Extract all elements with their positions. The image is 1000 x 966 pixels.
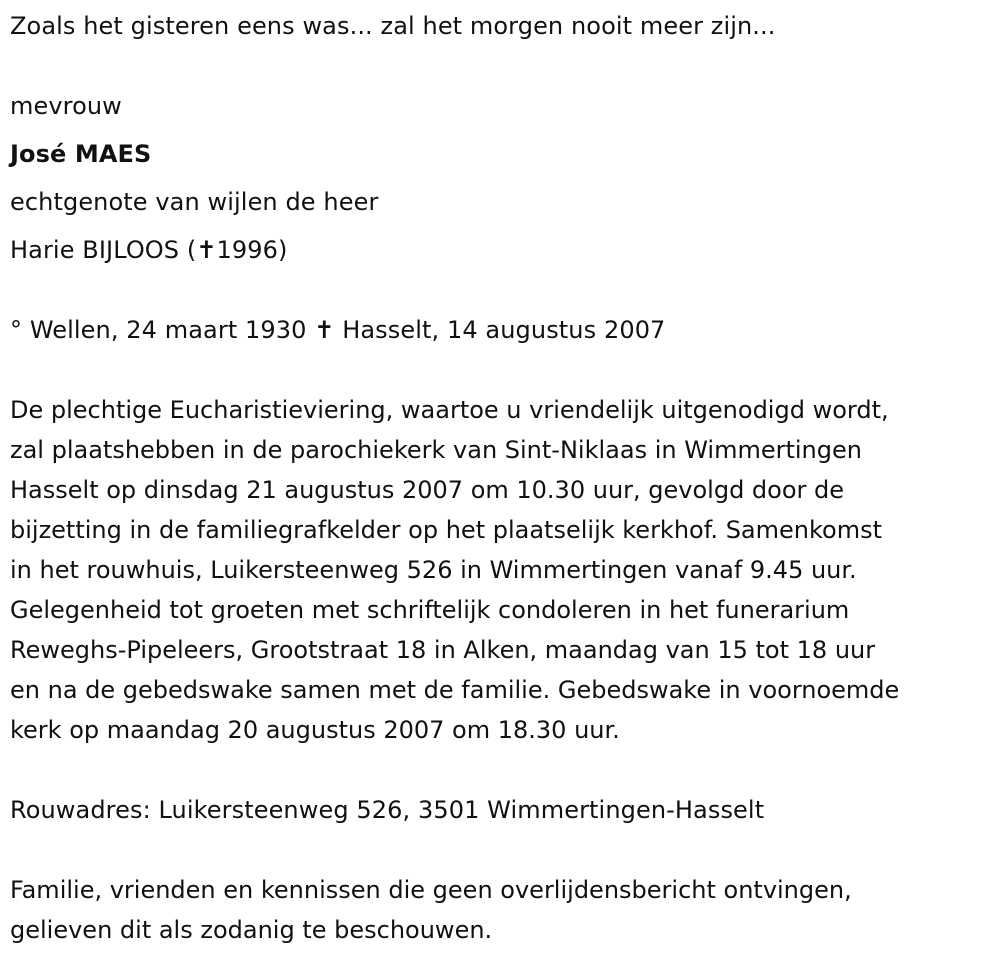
relation-line-2: Harie BIJLOOS (✝1996): [10, 236, 288, 264]
ceremony-line: Hasselt op dinsdag 21 augustus 2007 om 10.30 uur, gevolgd door de: [10, 476, 845, 504]
relation-line-1: echtgenote van wijlen de heer: [10, 188, 379, 216]
intro-quote: Zoals het gisteren eens was... zal het morgen nooit meer zijn...: [10, 12, 776, 40]
ceremony-line: bijzetting in de familiegrafkelder op het plaatselijk kerkhof. Samenkomst: [10, 516, 883, 544]
ceremony-line: De plechtige Eucharistieviering, waartoe u vriendelijk uitgenodigd wordt,: [10, 396, 889, 424]
closing-line: Familie, vrienden en kennissen die geen overlijdensbericht ontvingen,: [10, 876, 852, 904]
ceremony-line: Reweghs-Pipeleers, Grootstraat 18 in Alken, maandag van 15 tot 18 uur: [10, 636, 876, 664]
closing-paragraph: [10, 870, 995, 950]
ceremony-line: en na de gebedswake samen met de familie. Gebedswake in voornoemde: [10, 676, 900, 704]
ceremony-paragraph: [10, 390, 995, 750]
deceased-name: José MAES: [10, 140, 152, 168]
birth-death-line: ° Wellen, 24 maart 1930 ✝ Hasselt, 14 augustus 2007: [10, 316, 666, 344]
closing-line: gelieven dit als zodanig te beschouwen.: [10, 916, 493, 944]
ceremony-line: Gelegenheid tot groeten met schriftelijk condoleren in het funerarium: [10, 596, 850, 624]
ceremony-line: kerk op maandag 20 augustus 2007 om 18.30 uur.: [10, 716, 620, 744]
ceremony-line: in het rouwhuis, Luikersteenweg 526 in Wimmertingen vanaf 9.45 uur.: [10, 556, 857, 584]
ceremony-line: zal plaatshebben in de parochiekerk van Sint-Niklaas in Wimmertingen: [10, 436, 862, 464]
mourning-address: Rouwadres: Luikersteenweg 526, 3501 Wimmertingen-Hasselt: [10, 796, 765, 824]
title-prefix: mevrouw: [10, 92, 122, 120]
